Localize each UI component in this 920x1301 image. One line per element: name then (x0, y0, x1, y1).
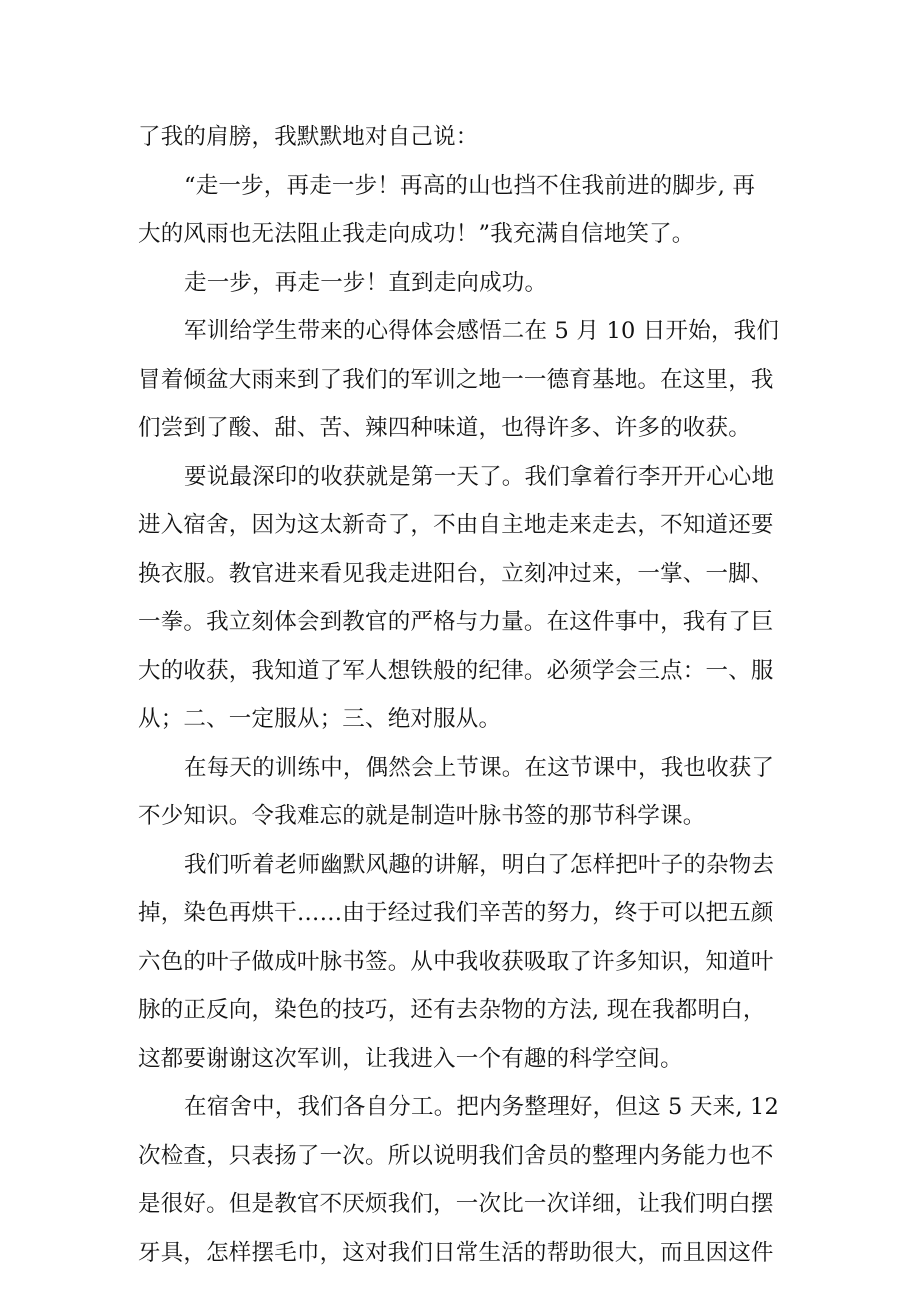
document-body (138, 113, 788, 1277)
text-line: 要说最深印的收获就是第一天了。我们拿着行李开开心心地 (184, 463, 775, 490)
text-line: 六色的叶子做成叶脉书签。从中我收获吸取了许多知识，知道叶 (138, 948, 774, 975)
text-line: 了我的肩膀，我默默地对自己说： (138, 124, 479, 150)
text-line: 进入宿舍，因为这太新奇了，不由自主地走来走去，不知道还要 (138, 512, 774, 538)
text-line: 们尝到了酸、甜、苦、辣四种味道，也得许多、许多的收获。 (138, 415, 751, 441)
text-line: 脉的正反向，染色的技巧，还有去杂物的方法, 现在我都明白， (138, 997, 766, 1023)
text-line: 次检查，只表扬了一次。所以说明我们舍员的整理内务能力也不 (138, 1142, 774, 1169)
text-line: 掉，染色再烘干……由于经过我们辛苦的努力，终于可以把五颜 (138, 900, 774, 926)
text-line: 换衣服。教官进来看见我走进阳台，立刻冲过来，一掌、一脚、 (138, 560, 774, 587)
text-line: 一拳。我立刻体会到教官的严格与力量。在这件事中，我有了巨 (138, 609, 774, 635)
text-line: 从；二、一定服从；三、绝对服从。 (138, 706, 502, 732)
text-line: 大的风雨也无法阻止我走向成功！”我充满自信地笑了。 (138, 221, 695, 247)
text-line: 走一步，再走一步！直到走向成功。 (184, 269, 548, 296)
text-line: 是很好。但是教官不厌烦我们，一次比一次详细，让我们明白摆 (138, 1191, 774, 1217)
text-line: 我们听着老师幽默风趣的讲解，明白了怎样把叶子的杂物去 (184, 851, 775, 878)
text-line: 在宿舍中，我们各自分工。把内务整理好，但这 5 天来, 12 (184, 1094, 780, 1120)
text-line: 大的收获，我知道了军人想铁般的纪律。必须学会三点：一、服 (138, 657, 774, 684)
text-line: 冒着倾盆大雨来到了我们的军训之地一一德育基地。在这里，我 (138, 366, 774, 393)
text-line: 牙具，怎样摆毛巾，这对我们日常生活的帮助很大，而且因这件 (138, 1239, 774, 1266)
text-line: “走一步，再走一步！再高的山也挡不住我前进的脚步, 再 (184, 172, 756, 199)
text-line: 军训给学生带来的心得体会感悟二在 5 月 10 日开始，我们 (184, 318, 780, 344)
text-line: 这都要谢谢这次军训，让我进入一个有趣的科学空间。 (138, 1045, 683, 1072)
text-line: 在每天的训练中，偶然会上节课。在这节课中，我也收获了 (184, 754, 775, 781)
text-line: 不少知识。令我难忘的就是制造叶脉书签的那节科学课。 (138, 803, 706, 829)
